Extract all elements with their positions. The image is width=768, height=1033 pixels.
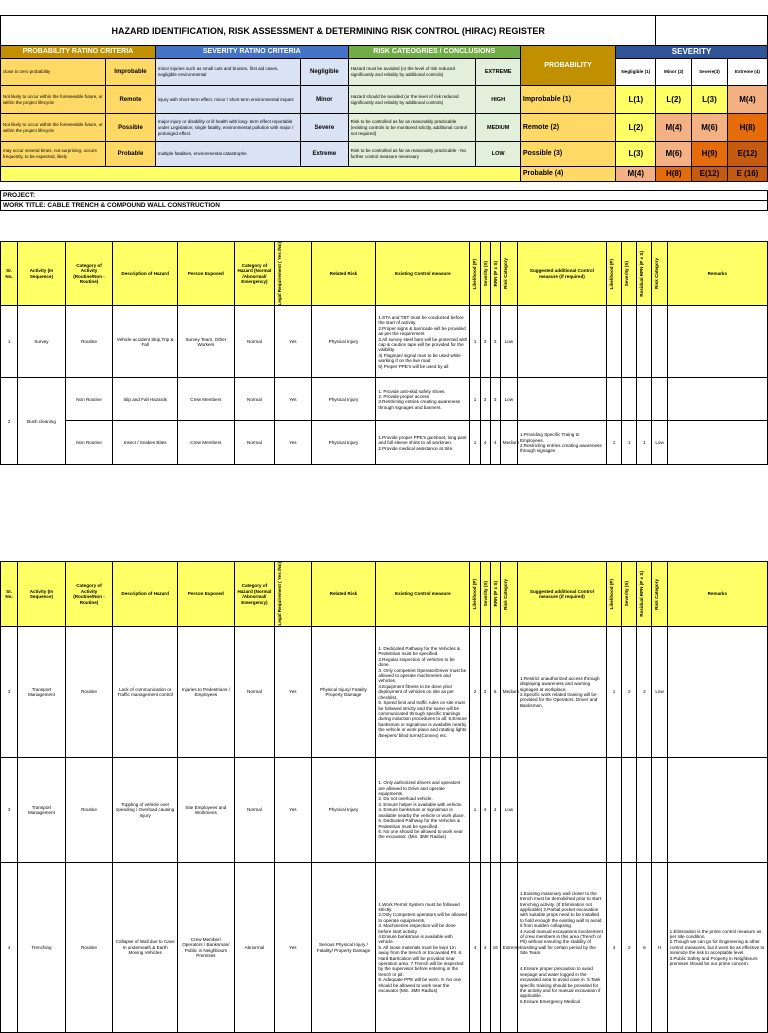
likelihood-cell bbox=[606, 378, 621, 421]
rrn-cell: 3 bbox=[490, 306, 500, 378]
likelihood-cell: 1 bbox=[470, 758, 480, 863]
col-header: Legal Requirement ( Yes /No) bbox=[277, 242, 283, 306]
table-row bbox=[1, 863, 768, 1033]
additional-control-cell: 1.Restrict unauthorized access through displaying awareness and warning signages at workplace. 2.Specific work related training will be provided for the Operators, Driver and Banksman. bbox=[517, 627, 606, 758]
remarks-cell bbox=[667, 758, 767, 863]
sr-cell: 2 bbox=[1, 378, 18, 465]
risk-category-cell bbox=[652, 758, 667, 863]
remarks-cell bbox=[667, 627, 767, 758]
control-measure-cell: 1.Provide proper PPE's gumboot, long pant and full sleeve shirts to all workmen. 2.Provide medical assistance at Site. bbox=[376, 421, 470, 465]
table-row bbox=[1, 378, 768, 421]
activity-cell: Survey bbox=[18, 306, 66, 378]
hazard-cell: Collapse of Wall due to Cave In underneath & Earth Moving Vehicles bbox=[113, 863, 178, 1033]
cat-level: MEDIUM bbox=[476, 114, 520, 142]
residual-rpn-cell: 8 bbox=[637, 863, 652, 1033]
risk-category-cell: Low bbox=[500, 378, 517, 421]
col-header: Existing Control measure bbox=[376, 562, 470, 627]
cat-desc: Hazard must be avoided (or the level of risk reduced significantly and reliably by additional controls) bbox=[348, 59, 476, 86]
hazard-category-cell: Normal bbox=[234, 758, 274, 863]
risk-category-cell: Medium bbox=[500, 627, 517, 758]
sev-desc: major injury or disability or ill health with long- term effect reportable under Legislation; single fatality, environmental pollution with major / prolonged effect. bbox=[155, 114, 300, 142]
risk-category-cell: H bbox=[652, 863, 667, 1033]
category-cell: Non Routine bbox=[65, 378, 113, 421]
sev-level: Minor bbox=[301, 86, 349, 114]
matrix-cell: M(6) bbox=[656, 142, 692, 167]
rrn-cell: 16 bbox=[490, 863, 500, 1033]
remarks-cell bbox=[667, 378, 767, 421]
matrix-cell: H(8) bbox=[656, 167, 692, 182]
risk-category-cell: Low bbox=[500, 758, 517, 863]
residual-rpn-cell bbox=[637, 306, 652, 378]
prob-level: Improbable bbox=[106, 59, 156, 86]
additional-control-cell: 1.Exisitng masonary wall closer to the trench must be demolished prior to start trenching activity. (If Elimination not applicable) 2.Partial pocket excavation with suitable props need to be installed to hold enough the existing wall to avoid it from sudden collapsing. 4.Avoid manual excavations involvement of crew members in this area (Trench or Pit) without ensuring the stability of Exisiting wall for certain period by the Site Team. 4.Ensure proper precaution to avoid seepage and water logged in the excavated area to avoid cave in. 5.Task specific training should be provided for the activity and for manual excavation if applicable. 6.Ensure Emergency Medical bbox=[517, 863, 606, 1033]
col-header: Remarks bbox=[667, 242, 767, 306]
matrix-cell: H(9) bbox=[692, 142, 728, 167]
sev-level: Negligible bbox=[301, 59, 349, 86]
col-header: Related Risk bbox=[311, 562, 376, 627]
prob-level: Possible bbox=[106, 114, 156, 142]
matrix-cell: E (16) bbox=[727, 167, 767, 182]
matrix-cell: L(3) bbox=[692, 86, 728, 114]
sev-col-head: Minor (2) bbox=[656, 59, 692, 86]
likelihood-cell: 4 bbox=[606, 863, 621, 1033]
col-header: Residual RPN (P x S) bbox=[639, 571, 645, 617]
severity-cell: 3 bbox=[480, 306, 490, 378]
table-row bbox=[1, 306, 768, 378]
sev-col-head: Extreme (4) bbox=[727, 59, 767, 86]
severity-cell: 2 bbox=[622, 863, 637, 1033]
col-header: Residual RPN (P x S) bbox=[639, 250, 645, 297]
sev-col-head: Severe(3) bbox=[692, 59, 728, 86]
hazard-category-cell: Normal bbox=[234, 421, 274, 465]
severity-cell: 3 bbox=[480, 627, 490, 758]
prob-level: Probable bbox=[106, 142, 156, 167]
cat-desc: Risk to be controlled as far as reasonably practicable (existing controls to be monitored strictly, additional control not required) bbox=[348, 114, 476, 142]
col-header: Likelihood (P) bbox=[608, 258, 614, 289]
work-title: WORK TITLE: CABLE TRENCH & COMPOUND WALL CONSTRUCTION bbox=[1, 201, 768, 211]
hazard-category-cell: Abnormal bbox=[234, 863, 274, 1033]
residual-rpn-cell: 2 bbox=[637, 627, 652, 758]
residual-rpn-cell bbox=[637, 378, 652, 421]
col-header: Risk Category bbox=[654, 578, 660, 610]
col-header: Legal Requirement ( Yes /No) bbox=[277, 562, 283, 626]
hazard-cell: Toppling of vehicle over speeding / Overload causing Injury bbox=[113, 758, 178, 863]
category-cell: Routine bbox=[65, 863, 113, 1033]
risk-category-cell bbox=[652, 306, 667, 378]
col-header: Activity (In Sequence) bbox=[18, 562, 66, 627]
col-header: Person Exposed bbox=[178, 562, 235, 627]
matrix-row-label: Probable (4) bbox=[520, 167, 615, 182]
matrix-cell: M(4) bbox=[656, 114, 692, 142]
table-row bbox=[1, 421, 768, 465]
likelihood-cell: 2 bbox=[470, 627, 480, 758]
matrix-cell: L(1) bbox=[616, 86, 656, 114]
matrix-cell: L(2) bbox=[616, 114, 656, 142]
sev-level: Extreme bbox=[301, 142, 349, 167]
control-measure-cell: 1.Work Permit System must be followed strictly. 2.Only Competent operators will be allowed to operate equipments. 3. Machineries inspection will be done before start activity. 4.Ensure banksman is available with vehicle. 5. All loose materials must be kept 1m away from the trench or Excavated Pit. 6. Hard Barrication will be provided near operation area. 7.Trench will be inspected by the supervisor before entering in the trench or pit. 8. Adequate PPE will be worn. 9. No one should be allowed to work near the excavator (Min. 3Mtr Radius) bbox=[376, 863, 470, 1033]
severity-cell: 2 bbox=[622, 627, 637, 758]
legal-cell: Yes bbox=[275, 378, 311, 421]
cat-desc: Risk to be controlled as far as reasonably practicable - No further control measure necessary bbox=[348, 142, 476, 167]
col-header: Sr. No. bbox=[1, 242, 18, 306]
person-cell: Site Employees and Workmens bbox=[178, 758, 235, 863]
col-header: Activity (In Sequence) bbox=[18, 242, 66, 306]
severity-cell: 1 bbox=[622, 421, 637, 465]
col-header: Sr. No. bbox=[1, 562, 18, 627]
legal-cell: Yes bbox=[275, 306, 311, 378]
additional-control-cell bbox=[517, 758, 606, 863]
col-header: Likelihood (P) bbox=[608, 578, 614, 610]
matrix-cell: M(4) bbox=[727, 86, 767, 114]
residual-rpn-cell bbox=[637, 758, 652, 863]
category-cell: Non Routine bbox=[65, 421, 113, 465]
person-cell: Survey Team, Other Workers bbox=[178, 306, 235, 378]
likelihood-cell: 1 bbox=[606, 421, 621, 465]
cat-desc: Hazard should be avoided (or the level of risk reduced significantly and reliably by additional controls) bbox=[348, 86, 476, 114]
control-measure-cell: 1. Dedicated Pathway for the Vehicles & Pedestrian must be specified. 2.Regular inspection of vehicles to be done. 3. Only competent Operator/Driver must be allowed to operate machineries and vehicles. 4.Equipment fitness to be done prior deployment of vehicles on site as per checklist. 5. Speed limit and traffic rules on site must be followed strictly and the same will be communicated through specific trainings during induction procedures to all. 6.Ensure banksman or signalman is available nearby the vehicle or work place and rotating lights /beepers/ blind turns(Convex) etc. bbox=[376, 627, 470, 758]
rrn-cell: 4 bbox=[490, 758, 500, 863]
col-header: Likelihood (P) bbox=[472, 258, 478, 289]
col-header: Related Risk bbox=[311, 242, 376, 306]
severity-cell: 4 bbox=[480, 421, 490, 465]
control-measure-cell: 1. Only authorized drivers and operators are allowed to Drive and operate equipments. 2. Do not overload vehicle. 3. Ensure helper is available with vehicle. 4. Ensure banksman or signalman is available nearby the vehicle or work place. 5. Dedicated Pathway for the Vehicles & Pedestrian must be specified. 6. No one should be allowed to work near the excavator. (Min. 3Mtr Radius) bbox=[376, 758, 470, 863]
page-title: HAZARD IDENTIFICATION, RISK ASSESSMENT & DETERMINING RISK CONTROL (HIRAC) REGISTER bbox=[1, 16, 656, 46]
severity-cell: 3 bbox=[480, 378, 490, 421]
col-header: Risk Category bbox=[502, 258, 508, 290]
col-header: Risk Category bbox=[654, 258, 660, 290]
likelihood-cell: 1 bbox=[470, 378, 480, 421]
register-table-1 bbox=[0, 241, 768, 465]
matrix-cell: E(12) bbox=[727, 142, 767, 167]
matrix-cell: E(12) bbox=[692, 167, 728, 182]
col-header: Suggested additional Control measure (if required) bbox=[517, 242, 606, 306]
col-header: Existing Control measure bbox=[376, 242, 470, 306]
severity-label: SEVERITY bbox=[616, 46, 768, 59]
activity-cell: Transport Management bbox=[18, 627, 66, 758]
col-header: RRN (P x S) bbox=[492, 581, 498, 607]
control-measure-cell: 1. Provide anti-skid safety shoes. 2. Provide proper access 3.Restricting entries creating awareness through signages and banners. bbox=[376, 378, 470, 421]
hazard-cell: Lack of communication or Traffic management control bbox=[113, 627, 178, 758]
cat-level: LOW bbox=[476, 142, 520, 167]
matrix-cell: M(4) bbox=[616, 167, 656, 182]
col-header: Likelihood (P) bbox=[472, 578, 478, 610]
activity-cell: Bush cleaning bbox=[18, 378, 66, 465]
legal-cell: Yes bbox=[275, 758, 311, 863]
col-header: Remarks bbox=[667, 562, 767, 627]
matrix-cell: L(3) bbox=[616, 142, 656, 167]
matrix-cell: H(8) bbox=[727, 114, 767, 142]
activity-cell: Trenching bbox=[18, 863, 66, 1033]
probability-label: PROBABILITY bbox=[520, 46, 615, 86]
hazard-category-cell: Normal bbox=[234, 627, 274, 758]
additional-control-cell: 1.Providing Specific Traing to Employees. 2.Restricting entries creating awareness through signages bbox=[517, 421, 606, 465]
col-header: Description of Hazard bbox=[113, 242, 178, 306]
category-cell: Routine bbox=[65, 306, 113, 378]
col-header: Person Exposed bbox=[178, 242, 235, 306]
project-label: PROJECT: bbox=[1, 191, 768, 201]
sev-desc: multiple fatalities, environmental catastrophe bbox=[155, 142, 300, 167]
col-header: RRN (P x S) bbox=[492, 261, 498, 287]
col-header: Severity (S) bbox=[482, 261, 488, 287]
legal-cell: Yes bbox=[275, 863, 311, 1033]
sr-cell: 1 bbox=[1, 306, 18, 378]
matrix-row-label: Remote (2) bbox=[520, 114, 615, 142]
person-cell: Crew Member/ Operators / Banksman/ Public in Neighbours Premises bbox=[178, 863, 235, 1033]
sr-cell: 3 bbox=[1, 627, 18, 758]
col-header: Category of Hazard (Normal /Abnormal/ Emergency) bbox=[234, 242, 274, 306]
col-header: Severity (S) bbox=[624, 261, 630, 287]
col-header: Category of Activity (Routine/Non - Routine) bbox=[65, 242, 113, 306]
additional-control-cell bbox=[517, 378, 606, 421]
hazard-category-cell: Normal bbox=[234, 378, 274, 421]
prob-desc: Not likely to occur within the foreseeable future, or within the project lifecycle bbox=[1, 114, 106, 142]
cat-level: EXTREME bbox=[476, 59, 520, 86]
table-row bbox=[1, 627, 768, 758]
hazard-cell: Vehicle accident Skip,Trip & Fall bbox=[113, 306, 178, 378]
legal-cell: Yes bbox=[275, 421, 311, 465]
matrix-row-label: Improbable (1) bbox=[520, 86, 615, 114]
residual-rpn-cell: 1 bbox=[637, 421, 652, 465]
remarks-cell: 1.Elimination is the prime control measure as per site condition. 2.Though we can go for Engineering & other control measures, but it wont be as effective to minimize the risk to acceptable level. 3.Public Safety and Property in Neighbours premises should be our prime concern. bbox=[667, 863, 767, 1033]
col-header: Category of Activity (Routine/Non - Routine) bbox=[65, 562, 113, 627]
risk-category-cell: Low bbox=[500, 306, 517, 378]
prob-level: Remote bbox=[106, 86, 156, 114]
register-table-2 bbox=[0, 561, 768, 1033]
risk-cell: Physical Injury bbox=[311, 306, 376, 378]
severity-cell: 4 bbox=[480, 758, 490, 863]
sr-cell: 4 bbox=[1, 863, 18, 1033]
risk-category-cell: Low bbox=[652, 627, 667, 758]
person-cell: Crew Members bbox=[178, 378, 235, 421]
hazard-category-cell: Normal bbox=[234, 306, 274, 378]
sev-desc: injury with short-term effect, minor / short term environmental impact bbox=[155, 86, 300, 114]
sr-cell: 3 bbox=[1, 758, 18, 863]
severity-cell: 4 bbox=[480, 863, 490, 1033]
category-cell: Routine bbox=[65, 627, 113, 758]
person-cell: Crew Members bbox=[178, 421, 235, 465]
sev-col-head: Negligible (1) bbox=[616, 59, 656, 86]
severity-criteria-header: SEVERITY RATINO CRITERIA bbox=[155, 46, 348, 59]
prob-desc: Not likely to occur within the foreseeable future, or within the project lifecycle bbox=[1, 86, 106, 114]
category-cell: Routine bbox=[65, 758, 113, 863]
risk-categories-header: RISK CATEOGRIES / CONCLUSIONS bbox=[348, 46, 520, 59]
sev-desc: minor injuries such as small cuts and bruises, first aid cases, negligible environmental bbox=[155, 59, 300, 86]
severity-cell bbox=[622, 758, 637, 863]
criteria-block bbox=[0, 15, 768, 211]
likelihood-cell bbox=[606, 306, 621, 378]
risk-cell: Physical Injury/ Fatality Property Damage bbox=[311, 627, 376, 758]
col-header: Category of Hazard (Normal /Abnormal/ Emergency) bbox=[234, 562, 274, 627]
severity-cell bbox=[622, 378, 637, 421]
risk-cell: Physical Injury bbox=[311, 758, 376, 863]
remarks-cell bbox=[667, 306, 767, 378]
probability-criteria-header: PROBABILITY RATINO CRITERIA bbox=[1, 46, 156, 59]
control-measure-cell: 1.STA and TBT must be conducted before the start of activity. 2.Proper signs & barricade will be provided as per the requirement 3.All survey steel bars will be protected with cap & caution tape will be provided for the visibility. 4) Flagman/ signal man to be used while working if on the live road 5) Proper PPE's will be used by all bbox=[376, 306, 470, 378]
likelihood-cell: 1 bbox=[606, 627, 621, 758]
risk-category-cell: Medium bbox=[500, 421, 517, 465]
col-header: Suggested additional Control measure (if required) bbox=[517, 562, 606, 627]
legal-cell: Yes bbox=[275, 627, 311, 758]
col-header: Severity (S) bbox=[482, 581, 488, 607]
prob-desc: close to zero probability bbox=[1, 59, 106, 86]
risk-cell: Physical Injury bbox=[311, 421, 376, 465]
severity-cell bbox=[622, 306, 637, 378]
rrn-cell: 3 bbox=[490, 378, 500, 421]
sev-level: Severe bbox=[301, 114, 349, 142]
hazard-cell: Insect / Snakes Bites bbox=[113, 421, 178, 465]
person-cell: Injuries to Pedestrians / Employees bbox=[178, 627, 235, 758]
additional-control-cell bbox=[517, 306, 606, 378]
risk-category-cell bbox=[652, 378, 667, 421]
likelihood-cell: 1 bbox=[470, 306, 480, 378]
rrn-cell: 6 bbox=[490, 627, 500, 758]
rrn-cell: 4 bbox=[490, 421, 500, 465]
likelihood-cell: 4 bbox=[470, 863, 480, 1033]
likelihood-cell: 1 bbox=[470, 421, 480, 465]
col-header: Severity (S) bbox=[624, 581, 630, 607]
hazard-cell: Slip and Fall Hazards bbox=[113, 378, 178, 421]
risk-category-cell: Low bbox=[652, 421, 667, 465]
table-row bbox=[1, 758, 768, 863]
risk-cell: Physical Injury bbox=[311, 378, 376, 421]
risk-cell: Serious Physical Injury / Fatality/ Property Damage bbox=[311, 863, 376, 1033]
risk-category-cell: Extreme bbox=[500, 863, 517, 1033]
cat-level: HIGH bbox=[476, 86, 520, 114]
prob-desc: may occur several times, not surprising, occurs frequently, to be expected, likely bbox=[1, 142, 106, 167]
matrix-cell: L(2) bbox=[656, 86, 692, 114]
activity-cell: Transport Management bbox=[18, 758, 66, 863]
matrix-cell: M(6) bbox=[692, 114, 728, 142]
remarks-cell bbox=[667, 421, 767, 465]
col-header: Risk Category bbox=[502, 578, 508, 610]
likelihood-cell bbox=[606, 758, 621, 863]
col-header: Description of Hazard bbox=[113, 562, 178, 627]
matrix-row-label: Possible (3) bbox=[520, 142, 615, 167]
